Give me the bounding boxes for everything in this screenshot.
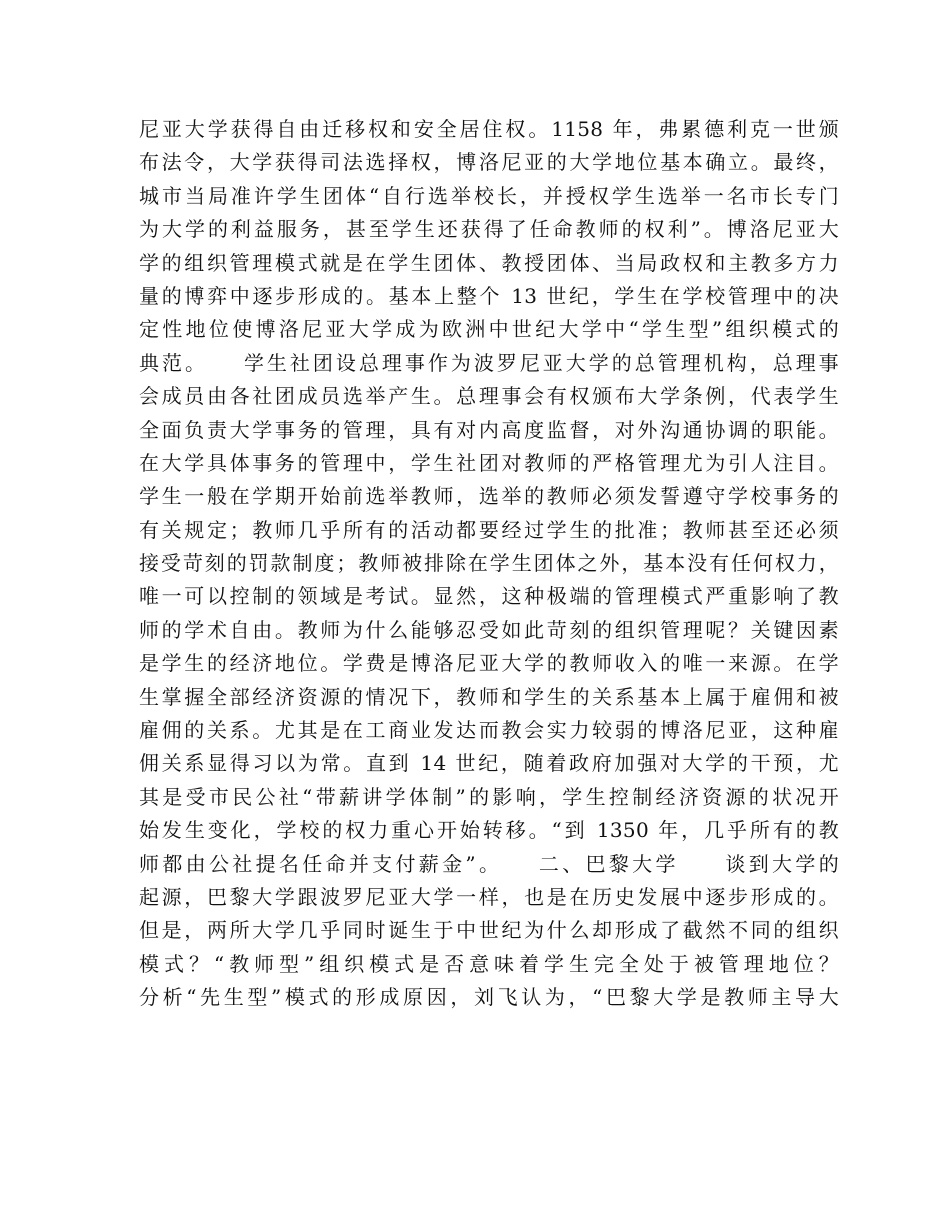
text-line: 师都由公社提名任命并支付薪金”。 二、巴黎大学 谈到大学的 xyxy=(139,851,839,876)
text-line: 是学生的经济地位。学费是博洛尼亚大学的教师收入的唯一来源。在学 xyxy=(139,651,839,676)
text-line: 生掌握全部经济资源的情况下，教师和学生的关系基本上属于雇佣和被 xyxy=(139,684,839,709)
text-line: 学生一般在学期开始前选举教师，选举的教师必须发誓遵守学校事务的 xyxy=(139,484,839,509)
text-line: 但是，两所大学几乎同时诞生于中世纪为什么却形成了截然不同的组织 xyxy=(139,918,839,943)
text-line: 唯一可以控制的领域是考试。显然，这种极端的管理模式严重影响了教 xyxy=(139,584,839,609)
text-line: 量的博弈中逐步形成的。基本上整个 13 世纪，学生在学校管理中的决 xyxy=(139,283,839,308)
text-line: 模式？“教师型”组织模式是否意味着学生完全处于被管理地位？ xyxy=(139,951,839,976)
text-line: 分析“先生型”模式的形成原因，刘飞认为，“巴黎大学是教师主导大 xyxy=(139,985,839,1010)
text-line: 布法令，大学获得司法选择权，博洛尼亚的大学地位基本确立。最终， xyxy=(139,150,839,175)
text-line: 会成员由各社团成员选举产生。总理事会有权颁布大学条例，代表学生 xyxy=(139,384,839,409)
text-line: 典范。 学生社团设总理事作为波罗尼亚大学的总管理机构，总理事 xyxy=(139,350,839,375)
text-line: 学的组织管理模式就是在学生团体、教授团体、当局政权和主教多方力 xyxy=(139,250,839,275)
body-text xyxy=(139,113,839,1015)
text-line: 为大学的利益服务，甚至学生还获得了任命教师的权利”。博洛尼亚大 xyxy=(139,217,839,242)
text-line: 雇佣的关系。尤其是在工商业发达而教会实力较弱的博洛尼亚，这种雇 xyxy=(139,718,839,743)
text-line: 城市当局准许学生团体“自行选举校长，并授权学生选举一名市长专门 xyxy=(139,183,839,208)
text-line: 始发生变化，学校的权力重心开始转移。“到 1350 年，几乎所有的教 xyxy=(139,818,839,843)
text-line: 接受苛刻的罚款制度；教师被排除在学生团体之外，基本没有任何权力， xyxy=(139,551,839,576)
text-line: 有关规定；教师几乎所有的活动都要经过学生的批准；教师甚至还必须 xyxy=(139,517,839,542)
text-line: 起源，巴黎大学跟波罗尼亚大学一样，也是在历史发展中逐步形成的。 xyxy=(139,884,839,909)
text-line: 其是受市民公社“带薪讲学体制”的影响，学生控制经济资源的状况开 xyxy=(139,784,839,809)
text-line: 佣关系显得习以为常。直到 14 世纪，随着政府加强对大学的干预，尤 xyxy=(139,751,839,776)
text-line: 在大学具体事务的管理中，学生社团对教师的严格管理尤为引人注目。 xyxy=(139,450,839,475)
text-line: 尼亚大学获得自由迁移权和安全居住权。1158 年，弗累德利克一世颁 xyxy=(139,117,839,141)
text-line: 全面负责大学事务的管理，具有对内高度监督，对外沟通协调的职能。 xyxy=(139,417,839,442)
text-line: 师的学术自由。教师为什么能够忍受如此苛刻的组织管理呢？关键因素 xyxy=(139,617,839,642)
text-line: 定性地位使博洛尼亚大学成为欧洲中世纪大学中“学生型”组织模式的 xyxy=(139,317,839,342)
